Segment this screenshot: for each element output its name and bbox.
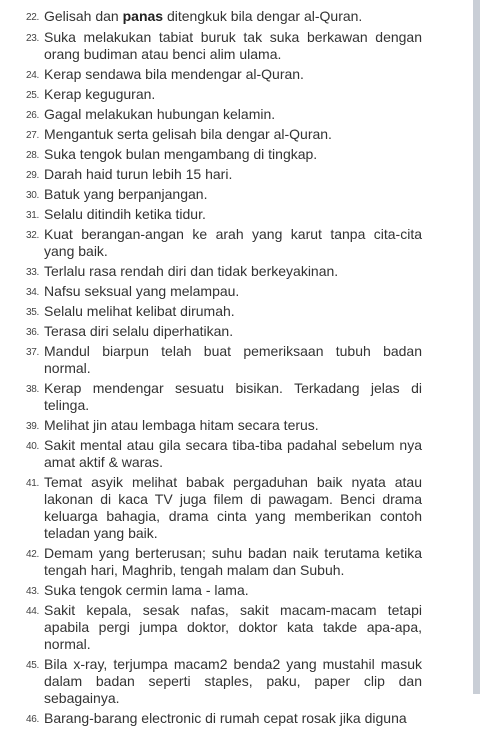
bold-text: panas [122, 8, 164, 24]
item-text: Batuk yang berpanjangan. [44, 186, 208, 202]
item-number: 38. [26, 384, 40, 395]
item-number: 39. [26, 421, 40, 432]
list-item [26, 582, 426, 599]
item-number: 27. [26, 130, 40, 141]
item-number: 28. [26, 150, 40, 161]
list-item [26, 545, 426, 579]
item-text: Temat asyik melihat babak pergaduhan baik nyata atau lakonan di kaca TV juga filem di pawagam. Benci drama keluarga bahagia, drama cinta yang memberikan contoh teladan yang baik. [44, 474, 422, 541]
item-number: 36. [26, 327, 40, 338]
item-text: Kerap keguguran. [44, 86, 156, 102]
item-number: 25. [26, 90, 40, 101]
list-item [26, 283, 426, 300]
item-text: Suka tengok cermin lama - lama. [44, 582, 249, 598]
list-item [26, 710, 426, 727]
item-number: 37. [26, 347, 40, 358]
item-text: Mandul biarpun telah buat pemeriksaan tubuh badan normal. [44, 343, 422, 376]
list-item [26, 86, 426, 103]
item-number: 24. [26, 70, 40, 81]
item-text: Suka tengok bulan mengambang di tingkap. [44, 146, 318, 162]
list-item [26, 343, 426, 377]
item-text [44, 8, 422, 25]
item-text: Kerap mendengar sesuatu bisikan. Terkadang jelas di telinga. [44, 380, 422, 413]
list-item [26, 8, 426, 25]
item-text: Terasa diri selalu diperhatikan. [44, 323, 234, 339]
item-number: 26. [26, 110, 40, 121]
item-number: 42. [26, 549, 40, 560]
item-number: 30. [26, 190, 40, 201]
item-number: 22. [26, 12, 40, 23]
list-item [26, 380, 426, 414]
item-text: Selalu ditindih ketika tidur. [44, 206, 206, 222]
item-number: 32. [26, 230, 40, 241]
item-text: Barang-barang electronic di rumah cepat rosak jika diguna [44, 710, 407, 726]
list-item [26, 106, 426, 123]
list-item [26, 474, 426, 542]
page-edge [473, 0, 480, 694]
item-number: 23. [26, 33, 40, 44]
list-item [26, 29, 426, 63]
item-number: 43. [26, 586, 40, 597]
item-number: 31. [26, 210, 40, 221]
list-item [26, 226, 426, 260]
list-item [26, 437, 426, 471]
item-text: Nafsu seksual yang melampau. [44, 283, 240, 299]
item-number: 44. [26, 606, 40, 617]
text-segment: Gelisah dan [44, 8, 123, 24]
item-text: Kuat berangan-angan ke arah yang karut tanpa cita-cita yang baik. [44, 226, 422, 259]
item-text: Terlalu rasa rendah diri dan tidak berkeyakinan. [44, 263, 339, 279]
item-text: Darah haid turun lebih 15 hari. [44, 166, 233, 182]
list-item [26, 126, 426, 143]
item-number: 29. [26, 170, 40, 181]
item-number: 45. [26, 660, 40, 671]
list-item [26, 166, 426, 183]
item-number: 40. [26, 441, 40, 452]
list-item [26, 602, 426, 653]
list-item [26, 66, 426, 83]
item-text: Sakit kepala, sesak nafas, sakit macam-macam tetapi apabila pergi jumpa doktor, doktor kata takde apa-apa, normal. [44, 602, 422, 652]
item-text: Melihat jin atau lembaga hitam secara terus. [44, 417, 319, 433]
list-item [26, 186, 426, 203]
item-number: 33. [26, 267, 40, 278]
item-text: Suka melakukan tabiat buruk tak suka berkawan dengan orang budiman atau benci alim ulama. [44, 29, 422, 62]
item-number: 34. [26, 287, 40, 298]
item-text: Gagal melakukan hubungan kelamin. [44, 106, 276, 122]
list-item [26, 656, 426, 707]
item-text: Mengantuk serta gelisah bila dengar al-Quran. [44, 126, 332, 142]
symptom-list [26, 8, 426, 730]
list-item [26, 323, 426, 340]
list-item [26, 303, 426, 320]
list-item [26, 263, 426, 280]
item-number: 46. [26, 714, 40, 725]
item-number: 35. [26, 307, 40, 318]
item-text: Demam yang berterusan; suhu badan naik terutama ketika tengah hari, Maghrib, tengah malam dan Subuh. [44, 545, 422, 578]
item-text: Sakit mental atau gila secara tiba-tiba padahal sebelum nya amat aktif & waras. [44, 437, 422, 470]
item-number: 41. [26, 478, 40, 489]
item-text: Bila x-ray, terjumpa macam2 benda2 yang mustahil masuk dalam badan seperti staples, paku, paper clip dan sebagainya. [44, 656, 422, 706]
item-text: Selalu melihat kelibat dirumah. [44, 303, 235, 319]
list-item [26, 206, 426, 223]
item-text: Kerap sendawa bila mendengar al-Quran. [44, 66, 304, 82]
list-item [26, 417, 426, 434]
text-segment: ditengkuk bila dengar al-Quran. [163, 8, 363, 24]
list-item [26, 146, 426, 163]
